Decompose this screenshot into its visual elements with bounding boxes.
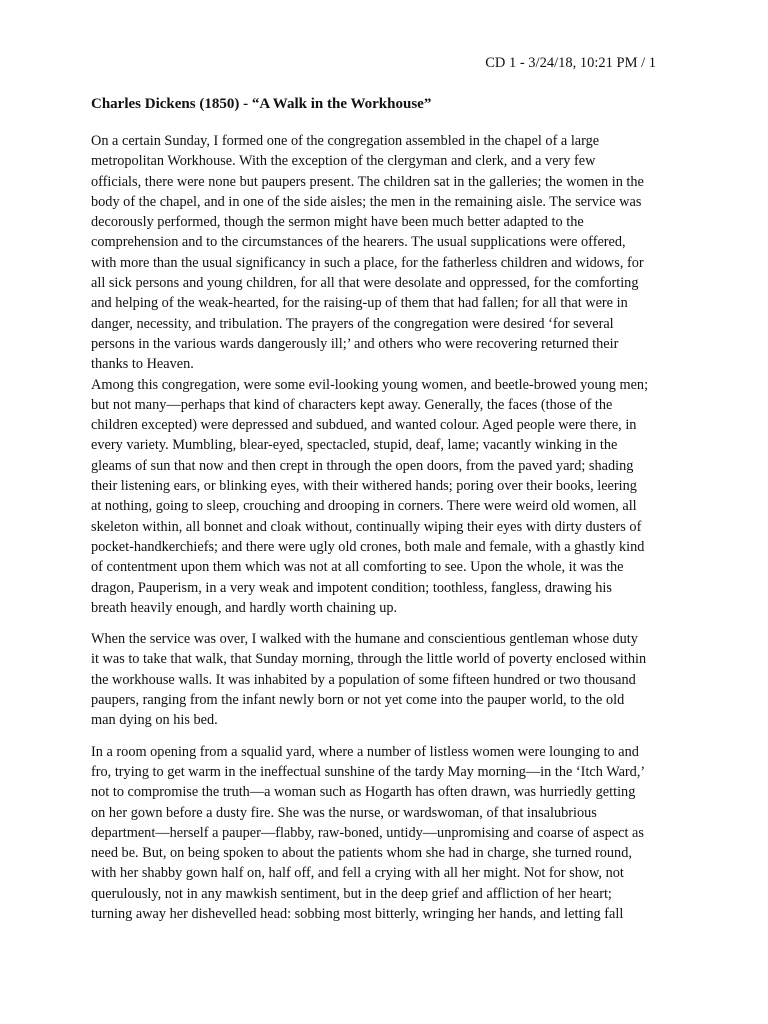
document-body: [91, 94, 679, 924]
text-line: persons in the various wards dangerously ill;’ and others who were recovering returned their: [91, 335, 619, 352]
text-line: pocket-handkerchiefs; and there were ugly old crones, both male and female, with a ghastly kind: [91, 538, 645, 555]
text-line: on her gown before a dusty fire. She was the nurse, or wardswoman, of that insalubrious: [91, 804, 597, 821]
text-line: When the service was over, I walked with the humane and conscientious gentleman whose duty: [91, 631, 638, 648]
text-line: their listening ears, or blinking eyes, with their withered hands; poring over their books, leering: [91, 478, 637, 495]
text-line: turning away her dishevelled head: sobbing most bitterly, wringing her hands, and letting fall: [91, 905, 624, 922]
text-line: at nothing, going to sleep, crouching and drooping in corners. There were weird old women, all: [91, 498, 637, 515]
text-line: comprehension and to the circumstances of the hearers. The usual supplications were offered,: [91, 234, 626, 251]
text-line: but not many—perhaps that kind of characters kept away. Generally, the faces (those of the: [91, 396, 613, 413]
text-line: with her shabby gown half on, half off, and fell a crying with all her might. Not for show, not: [91, 865, 624, 882]
text-line: children excepted) were depressed and subdued, and wanted colour. Aged people were there, in: [91, 417, 637, 434]
text-line: body of the chapel, and in one of the side aisles; the men in the remaining aisle. The service was: [91, 193, 642, 210]
text-line: all sick persons and young children, for all that were desolate and oppressed, for the comforting: [91, 275, 639, 292]
text-line: department—herself a pauper—flabby, raw-boned, untidy—unpromising and coarse of aspect as: [91, 824, 644, 841]
text-line: every variety. Mumbling, blear-eyed, spectacled, stupid, deaf, lame; vacantly winking in the: [91, 437, 618, 454]
text-line: of contentment upon them which was not at all comforting to see. Upon the whole, it was the: [91, 559, 624, 576]
text-line: breath heavily enough, and hardly worth chaining up.: [91, 599, 398, 616]
text-line: and helping of the weak-hearted, for the raising-up of them that had fallen; for all that were in: [91, 295, 628, 312]
text-line: dragon, Pauperism, in a very weak and impotent condition; toothless, fangless, drawing his: [91, 579, 612, 596]
text-line: Among this congregation, were some evil-looking young women, and beetle-browed young men;: [91, 376, 649, 393]
paragraph-1: [91, 131, 679, 375]
document-title: Charles Dickens (1850) - “A Walk in the Workhouse”: [91, 96, 432, 112]
text-line: skeleton within, all bonnet and cloak without, continually wiping their eyes with dirty dusters of: [91, 518, 642, 535]
text-line: thanks to Heaven.: [91, 356, 194, 373]
text-line: the workhouse walls. It was inhabited by a population of some fifteen hundred or two thousand: [91, 671, 636, 688]
paragraph-4: [91, 742, 679, 925]
text-line: not to compromise the truth—a woman such as Hogarth has often drawn, was hurriedly getting: [91, 784, 636, 801]
paragraph-3: [91, 629, 679, 730]
text-line: danger, necessity, and tribulation. The prayers of the congregation were desired ‘for several: [91, 315, 614, 332]
text-line: need be. But, on being spoken to about the patients whom she had in charge, she turned round,: [91, 845, 632, 862]
text-line: officials, there were none but paupers present. The children sat in the galleries; the women in the: [91, 173, 644, 190]
text-line: querulously, not in any mawkish sentiment, but in the deep grief and affliction of her heart;: [91, 885, 612, 902]
text-line: it was to take that walk, that Sunday morning, through the little world of poverty enclosed within: [91, 651, 647, 668]
text-line: fro, trying to get warm in the ineffectual sunshine of the tardy May morning—in the ‘Itch Ward,’: [91, 763, 646, 780]
paragraph-2: [91, 375, 679, 619]
text-line: paupers, ranging from the infant newly born or not yet come into the pauper world, to the old: [91, 692, 625, 709]
text-line: In a room opening from a squalid yard, where a number of listless women were lounging to and: [91, 743, 639, 760]
text-line: gleams of sun that now and then crept in through the open doors, from the paved yard; shading: [91, 457, 634, 474]
text-line: metropolitan Workhouse. With the exception of the clergyman and clerk, and a very few: [91, 153, 596, 170]
text-line: decorously performed, though the sermon might have been much better adapted to the: [91, 214, 584, 231]
text-line: man dying on his bed.: [91, 712, 218, 729]
text-line: with more than the usual significancy in such a place, for the fatherless children and widows, for: [91, 254, 644, 271]
page-header-stamp: CD 1 - 3/24/18, 10:21 PM / 1: [485, 55, 656, 71]
text-line: On a certain Sunday, I formed one of the congregation assembled in the chapel of a large: [91, 133, 600, 149]
